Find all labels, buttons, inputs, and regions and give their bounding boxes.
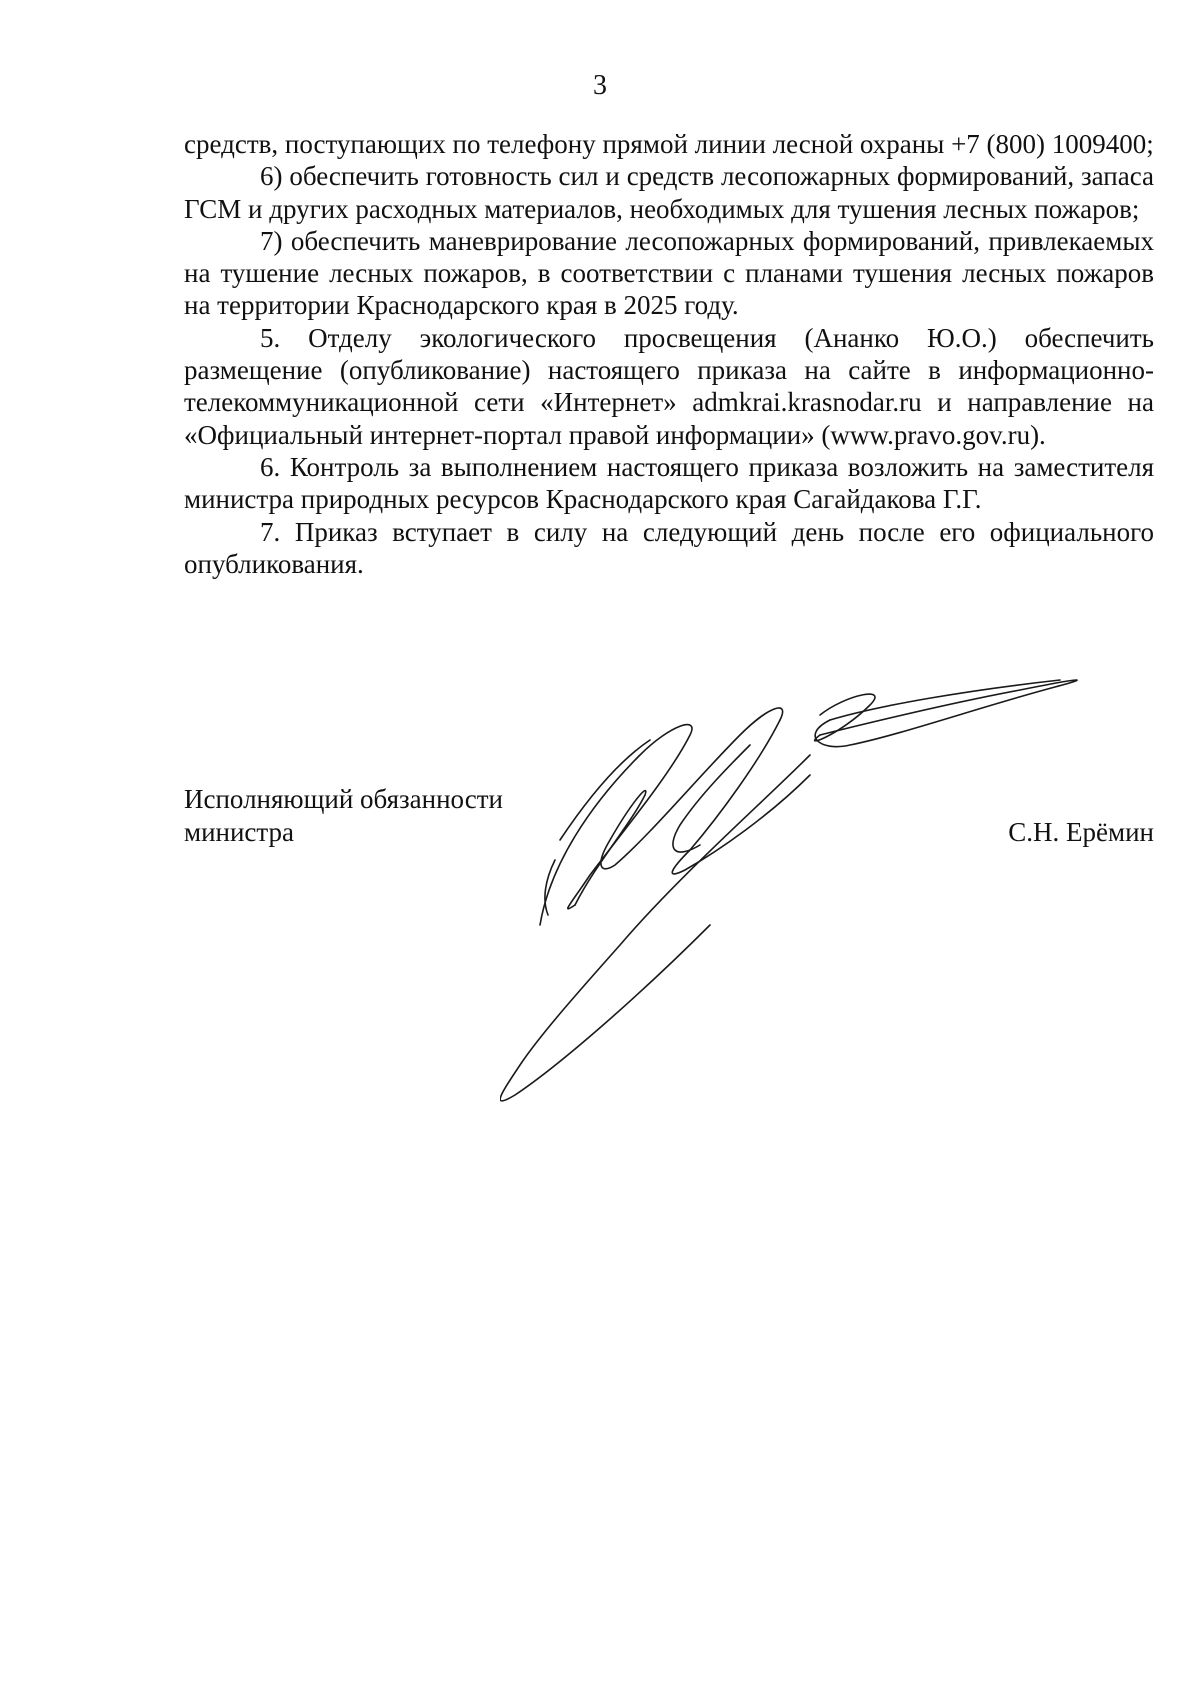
page-number: 3 — [593, 70, 607, 101]
paragraph-item-7: 7) обеспечить маневрирование лесопожарных формирований, привлекаемых на тушение лесных пожаров, в соответствии с планами тушения лесных пожаров на территории Краснодарского края в 2025 году. — [184, 225, 1154, 321]
signatory-title-line2: министра — [184, 817, 295, 847]
signatory-name: С.Н. Ерёмин — [1008, 817, 1154, 847]
paragraph-clause-5: 5. Отделу экологического просвещения (Ананко Ю.О.) обеспечить размещение (опубликование) настоящего приказа на сайте в информационно-телекоммуникационной сети «Интернет» admkrai.krasnodar.ru и направление на «Официальный интернет-портал правой информации» (www.pravo.gov.ru). — [184, 322, 1154, 450]
signatory-title — [184, 783, 503, 849]
handwritten-signature — [500, 665, 1160, 1105]
paragraph-continuation: средств, поступающих по телефону прямой линии лесной охраны +7 (800) 1009400; — [184, 129, 1154, 159]
signatory-title-line1: Исполняющий обязанности — [184, 784, 503, 814]
paragraph-clause-6: 6. Контроль за выполнением настоящего приказа возложить на заместителя министра природных ресурсов Краснодарского края Сагайдакова Г.Г. — [184, 451, 1154, 515]
paragraph-clause-7: 7. Приказ вступает в силу на следующий день после его официального опубликования. — [184, 516, 1154, 579]
paragraph-item-6: 6) обеспечить готовность сил и средств лесопожарных формирований, запаса ГСМ и других расходных материалов, необходимых для тушения лесных пожаров; — [184, 161, 1154, 224]
document-body — [184, 128, 1154, 580]
